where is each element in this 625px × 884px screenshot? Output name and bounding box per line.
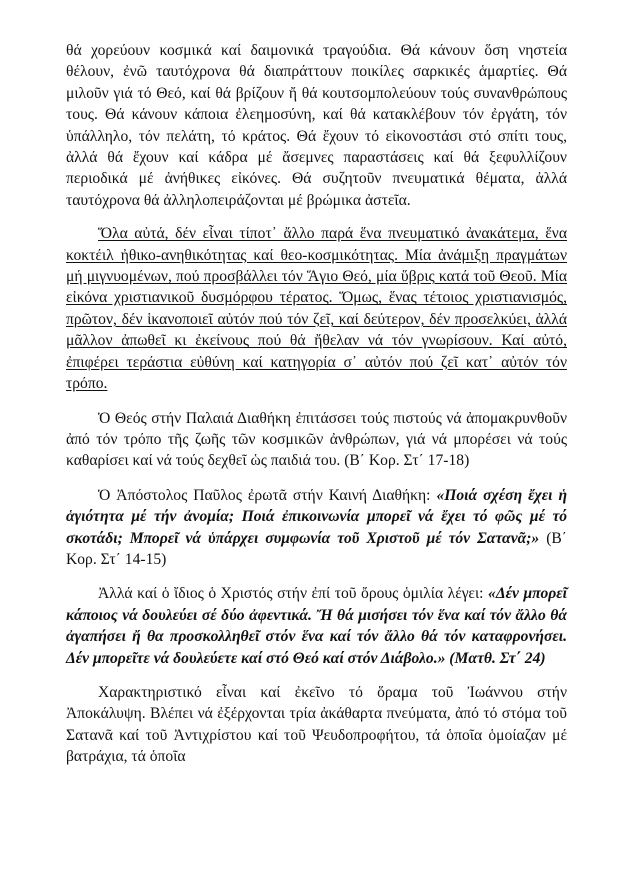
paragraph-worldly-behaviour: θά χορεύουν κοσμικά καί δαιμονικά τραγούδια. Θά κάνουν ὅση νηστεία θέλουν, ἐνῶ ταυτόχρονα θά διαπράττουν ποικίλες σαρκικές ἁμαρτίες. Θά μιλοῦν γιά τό Θεό, καί θά βρίζουν ἤ θά κουτσομπολεύουν τούς συνανθρώπους τους. Θά κάνουν κάποια ἐλεημοσύνη, καί θά κατακλέβουν τόν ἐργάτη, τόν ὑπάλληλο, τόν πελάτη, τό κράτος. Θά ἔχουν τό εἰκονοστάσι στό σπίτι τους, ἀλλά θά ἔχουν καί κάδρα μέ ἄσεμνες παραστάσεις καί θά ξεφυλλίζουν περιοδικά μέ ἀνήθικες εἰκόνες. Θά συζητοῦν πνευματικά θέματα, ἀλλά ταυτόχρονα θά ἀλληλοπειράζονται μέ βρώμικα ἀστεῖα.	[66, 42, 567, 209]
paragraph-sermon-on-mount	[66, 583, 567, 669]
paragraph-spiritual-mixture	[66, 223, 567, 394]
paragraph-lead-text: Ὁ Ἀπόστολος Παῦλος ἐρωτᾶ στήν Καινή Διαθήκη:	[98, 486, 437, 504]
underlined-passage: Ὅλα αὐτά, δέν εἶναι τίποτ᾽ ἄλλο παρά ἕνα πνευματικό ἀνακάτεμα, ἕνα κοκτέιλ ἠθικο-ανηθικότητας καί θεο-κοσμικότητας. Μία ἀνάμιξη πραγμάτων μή μιγνυομένων, πού προσβάλλει τόν Ἅγιο Θεό, μία ὕβρις κατά τοῦ Θεοῦ. Μία εἰκόνα χριστιανικοῦ δυσμόρφου τέρατος. Ὅμως, ἕνας τέτοιος χριστιανισμός, πρῶτον, δέν ἱκανοποιεῖ αὐτόν πού τόν ζεῖ, καί δεύτερον, δέν προσελκύει, ἀλλά μᾶλλον ἀπωθεῖ κι ἐκείνους πού θά ἤθελαν νά τόν γνωρίσουν. Καί αὐτό, ἐπιφέρει τεράστια εὐθύνη καί κατηγορία σ᾽ αὐτόν πού ζεῖ κατ᾽ αὐτόν τόν τρόπο.	[66, 225, 567, 393]
paragraph-apostle-paul	[66, 485, 567, 571]
scripture-reference: (Β΄ Κορ. Στ΄ 14-15)	[66, 529, 567, 568]
paragraph-revelation: Χαρακτηριστικό εἶναι καί ἐκεῖνο τό ὅραμα τοῦ Ἰωάννου στήν Ἀποκάλυψη. Βλέπει νά ἐξέρχονται τρία ἀκάθαρτα πνεύματα, ἀπό τό στόμα τοῦ Σατανᾶ καί τοῦ Ἀντιχρίστου καί τοῦ Ψευδοπροφήτου, τά ὁποῖα ὁμοίαζαν μέ βατράχια, τά ὁποῖα	[66, 683, 567, 766]
paragraph-lead-text: Ἀλλά καί ὁ ἴδιος ὁ Χριστός στήν ἐπί τοῦ ὄρους ὁμιλία λέγει:	[98, 585, 489, 603]
paragraph-old-testament: Ὁ Θεός στήν Παλαιά Διαθήκη ἐπιτάσσει τούς πιστούς νά ἀπομακρυνθοῦν ἀπό τόν τρόπο τῆς ζωῆς τῶν κοσμικῶν ἀνθρώπων, γιά νά μπορέσει νά τούς καθαρίσει καί νά τούς δεχθεῖ ὡς παιδιά του. (Β΄ Κορ. Στ΄ 17-18)	[66, 409, 567, 470]
scripture-quote: «Δέν μπορεῖ κάποιος νά δουλεύει σέ δύο ἀφεντικά. Ἤ θά μισήσει τόν ἕνα καί τόν ἄλλο θά ἀγαπήσει ἤ θα προσκολληθεῖ στόν ἕνα καί τόν ἄλλο θά τόν καταφρονήσει. Δέν μπορεῖτε νά δουλεύετε καί στό Θεό καί στόν Διάβολο.» (Ματθ. Στ΄ 24)	[66, 585, 568, 667]
scripture-quote: «Ποιά σχέση ἔχει ἡ ἁγιότητα μέ τήν ἀνομία; Ποιά ἐπικοινωνία μπορεῖ νά ἔχει τό φῶς μέ τό σκοτάδι; Μπορεῖ νά ὑπάρχει συμφωνία τοῦ Χριστοῦ μέ τόν Σατανᾶ;»	[66, 486, 568, 547]
